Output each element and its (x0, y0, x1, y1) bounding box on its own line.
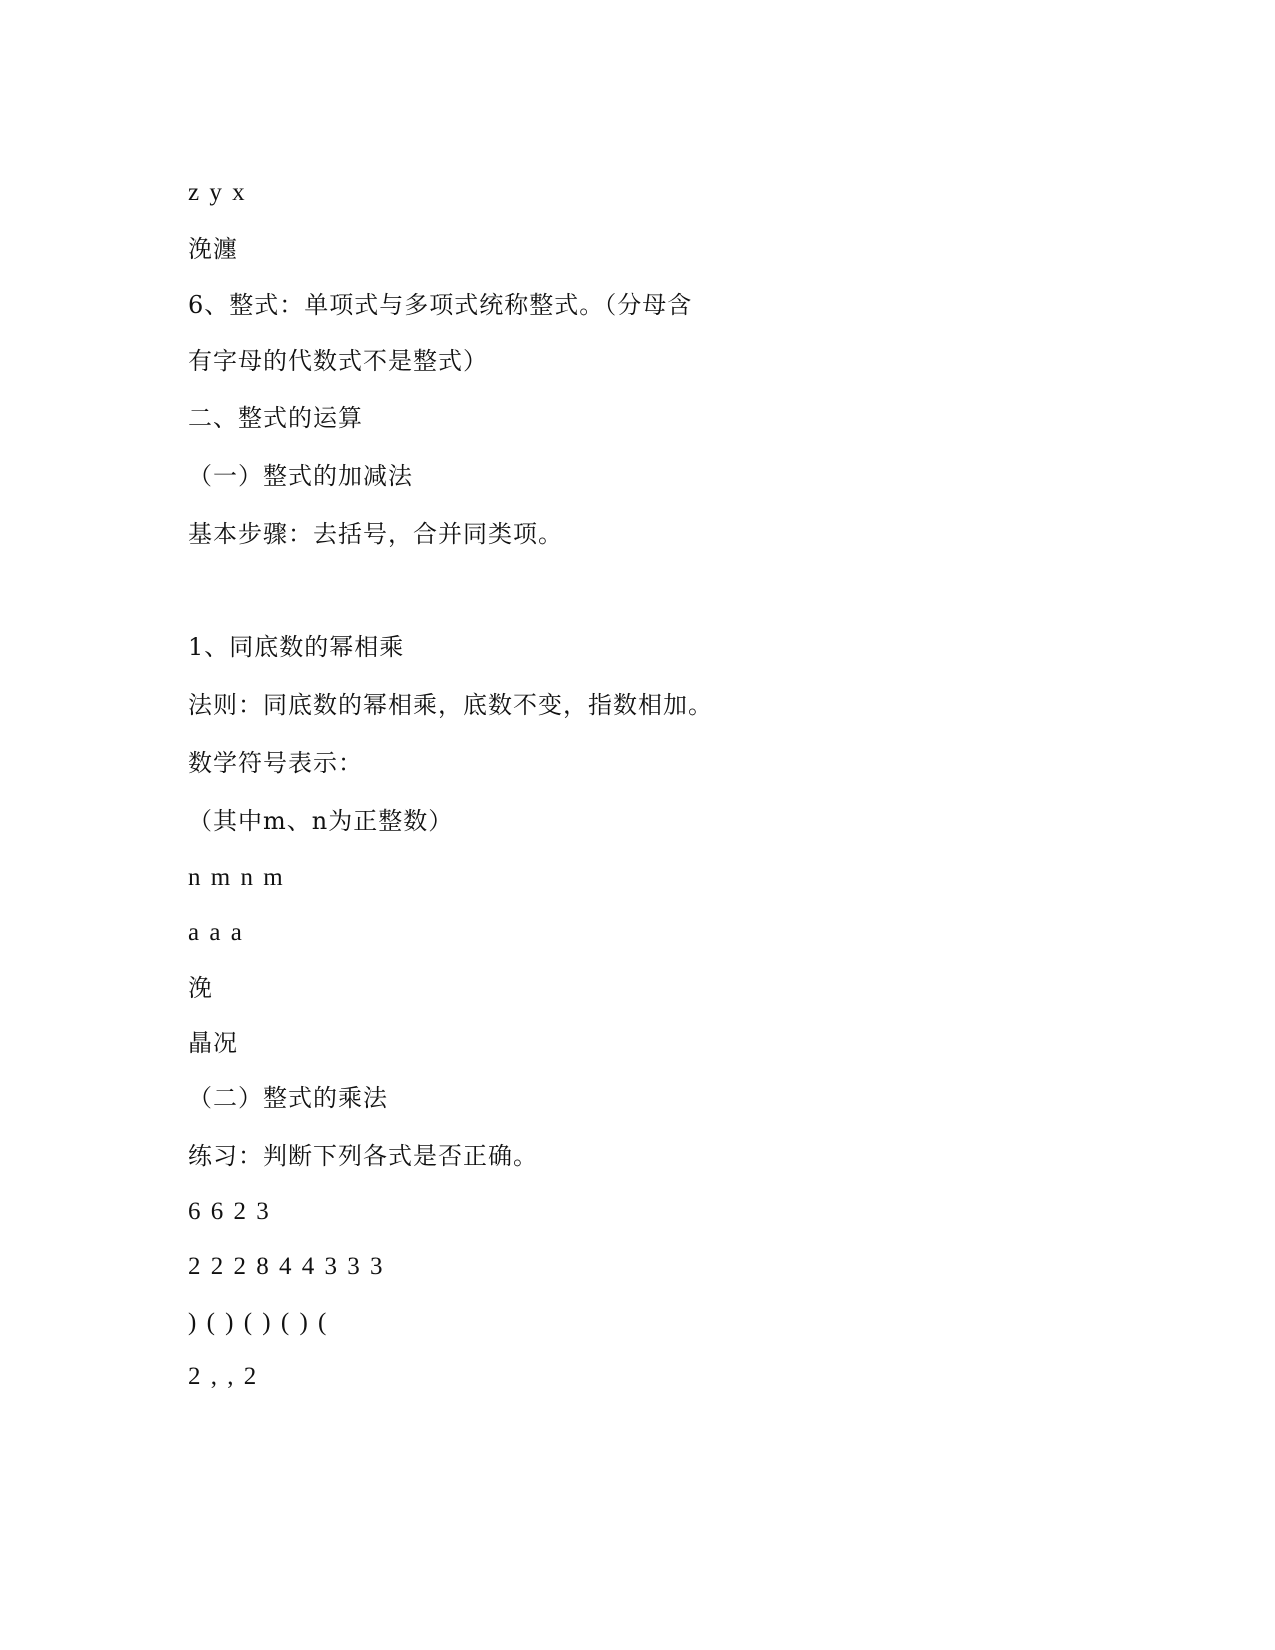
base-line: a a a (188, 919, 244, 946)
definition-continuation-line: 有字母的代数式不是整式） (188, 347, 488, 375)
basic-steps-line: 基本步骤：去括号，合并同类项。 (188, 520, 563, 548)
exercise-numbers-line-3: 2 , , 2 (188, 1363, 259, 1390)
exercise-numbers-line-2: 2 2 2 8 4 4 3 3 3 (188, 1253, 385, 1280)
rule-statement: 法则：同底数的幂相乘，底数不变，指数相加。 (188, 691, 713, 719)
garbled-symbol-line-2: 瞐况 (188, 1029, 238, 1057)
exercise-parentheses-line: ) ( ) ( ) ( ) ( (188, 1309, 329, 1336)
exponent-line: n m n m (188, 864, 285, 891)
definition-line: 6、整式：单项式与多项式统称整式。（分母含 (188, 291, 693, 319)
variables-line: z y x (188, 179, 247, 206)
rule-heading: 1、同底数的幂相乘 (188, 633, 405, 661)
garbled-text-line: 浼瀍 (188, 235, 238, 263)
exercise-instruction: 练习：判断下列各式是否正确。 (188, 1142, 538, 1170)
section-heading: 二、整式的运算 (188, 404, 363, 432)
math-notation-label: 数学符号表示： (188, 749, 363, 777)
subsection-heading: （一）整式的加减法 (188, 462, 413, 490)
condition-note: （其中m、n为正整数） (188, 807, 454, 835)
exercise-numbers-line-1: 6 6 2 3 (188, 1198, 271, 1225)
subsection-heading-2: （二）整式的乘法 (188, 1084, 388, 1112)
garbled-symbol-line: 浼 (188, 974, 213, 1002)
